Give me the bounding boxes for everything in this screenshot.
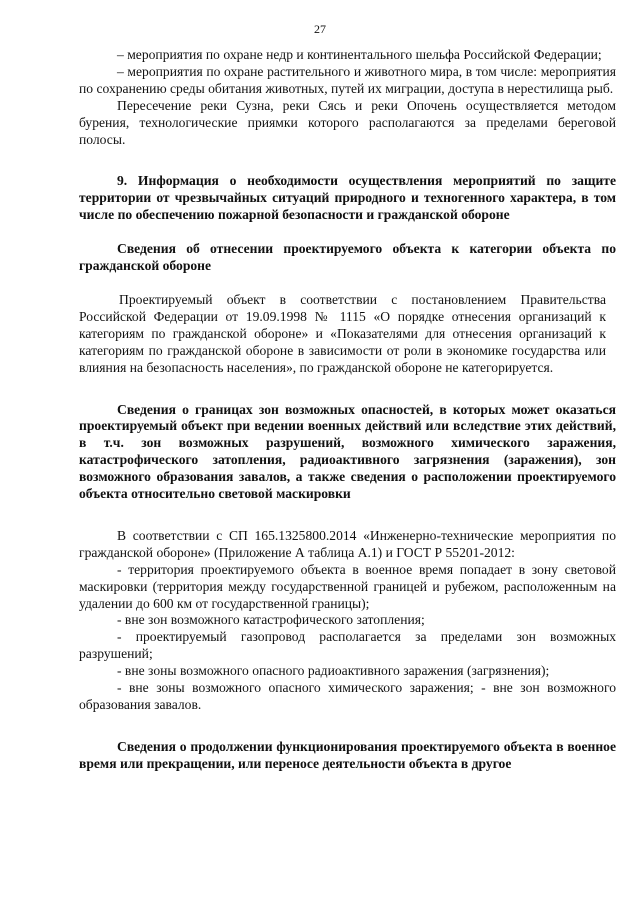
list-item-light-masking: - территория проектируемого объекта в военное время попадает в зону световой маскировки (территория между государственной границей и рубежом, расположенным на удалении до 600 км от государственной границы); xyxy=(79,561,616,611)
subheading-civil-defense-category: Сведения об отнесении проектируемого объекта к категории объекта по гражданской обороне xyxy=(79,241,616,274)
subheading-hazard-zones: Сведения о границах зон возможных опасностей, в которых может оказаться проектируемый объект при ведении военных действий или вследствие этих действий, в т.ч. зон возможных разрушений, возможного химического заражения, катастрофического затопления, радиоактивного загрязнения (заражения), зон возможного образования завалов, а также сведения о расположении проектируемого объекта относительно световой маскировки xyxy=(79,401,616,502)
paragraph-standards-reference: В соответствии с СП 165.1325800.2014 «Инженерно-технические мероприятия по гражданской обороне» (Приложение А таблица А.1) и ГОСТ Р 55201-2012: xyxy=(79,527,616,560)
list-item-chemical-rubble: - вне зоны возможного опасного химического заражения; - вне зон возможного образования завалов. xyxy=(79,680,616,712)
paragraph-flora-fauna-measures: – мероприятия по охране растительного и животного мира, в том числе: мероприятия по сохранению среды обитания животных, путей их миграции, доступа в нерестилища рыб. xyxy=(79,63,616,96)
list-item-destruction: - проектируемый газопровод располагается за пределами зон возможных разрушений; xyxy=(79,629,616,662)
paragraph-category-statement: Проектируемый объект в соответствии с постановлением Правительства Российской Федерации от 19.09.1998 № 1115 «О порядке отнесения организаций к категориям по гражданской обороне» и «Показателями для отнесения организаций к категориям по гражданской обороне в зависимости от роли в экономике государства или влияния на безопасность населения», по гражданской обороне не категорируется. xyxy=(79,291,606,375)
subheading-wartime-operation: Сведения о продолжении функционирования проектируемого объекта в военное время или прекращении, или переносе деятельности объекта в другое xyxy=(79,738,616,771)
page-content xyxy=(79,47,616,773)
paragraph-river-crossing: Пересечение реки Сузна, реки Сясь и реки Опочень осуществляется методом бурения, технологические приямки которого располагаются за пределами береговой полосы. xyxy=(79,97,616,147)
list-item-radiation: - вне зоны возможного опасного радиоактивного заражения (загрязнения); xyxy=(117,663,550,679)
list-item-flooding: - вне зон возможного катастрофического затопления; xyxy=(117,612,425,628)
paragraph-subsoil-measures: – мероприятия по охране недр и континентального шельфа Российской Федерации; xyxy=(117,47,602,62)
page-number: 27 xyxy=(314,22,326,36)
section-heading-9: 9. Информация о необходимости осуществления мероприятий по защите территории от чрезвычайных ситуаций природного и техногенного характера, в том числе по обеспечению пожарной безопасности и гражданской обороне xyxy=(79,173,616,223)
